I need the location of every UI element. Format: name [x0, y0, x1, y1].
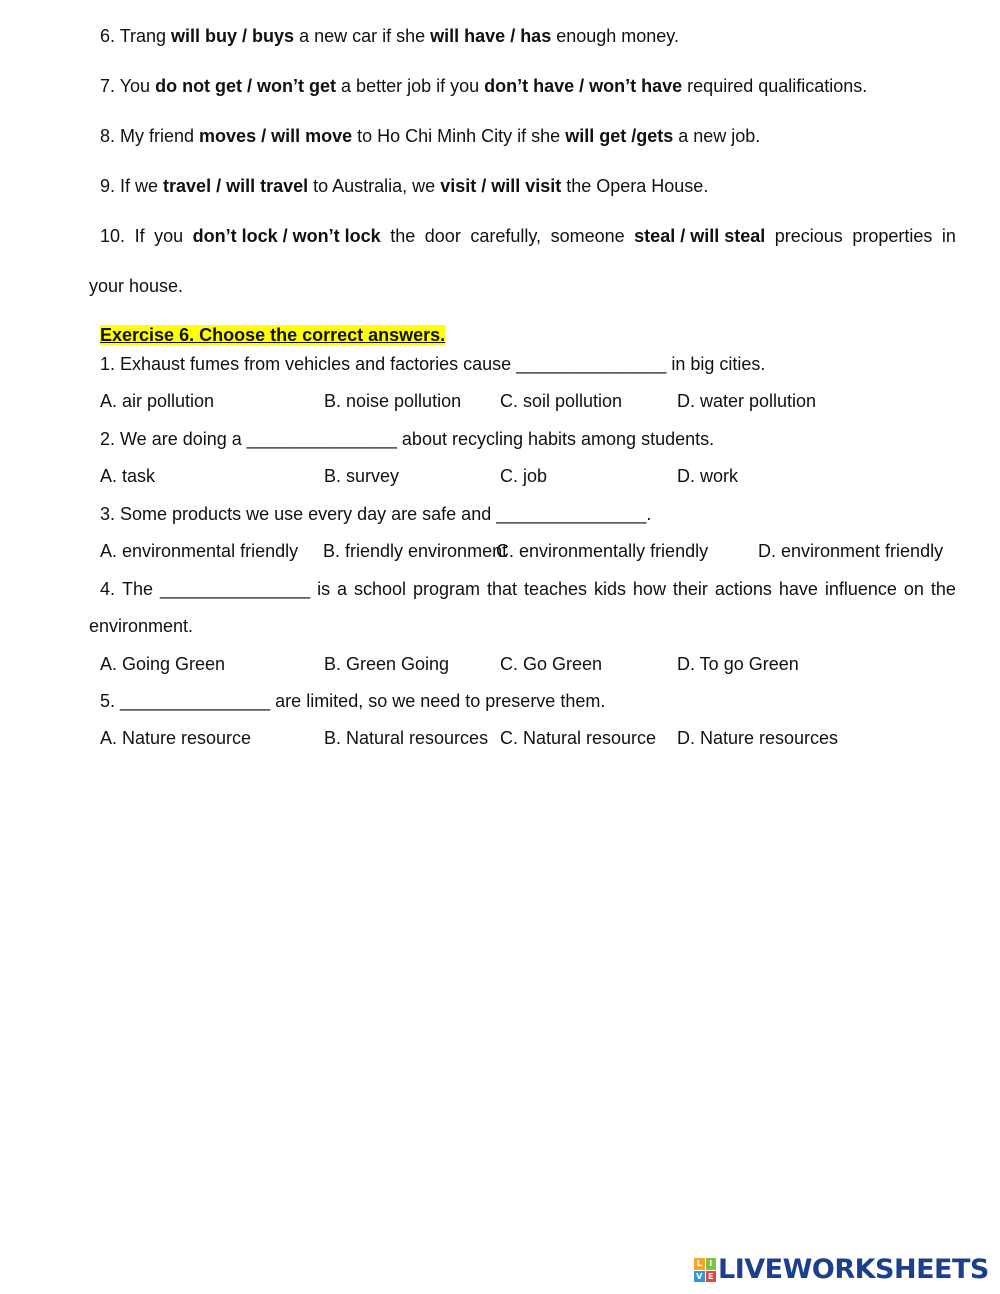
question-2-stem: 2. We are doing a _______________ about recycling habits among students. [100, 429, 715, 449]
option-d: D. environment friendly [758, 541, 944, 561]
word: The [121, 579, 153, 599]
answer-choice: don’t lock / won’t lock [192, 226, 381, 246]
option-d: D. water pollution [677, 391, 817, 411]
option-c: C. job [500, 466, 548, 486]
option-c: C. environmentally friendly [496, 541, 709, 561]
word: 4. [100, 579, 116, 599]
logo-mark-letter: L [694, 1258, 705, 1270]
option-a: A. environmental friendly [100, 541, 299, 561]
word: school [354, 579, 407, 599]
option-b: B. Green Going [324, 654, 450, 674]
question-10-line-1 [100, 224, 956, 248]
question-5-stem: 5. _______________ are limited, so we need to preserve them. [100, 691, 606, 711]
option-a: A. air pollution [100, 391, 215, 411]
word: influence [824, 579, 897, 599]
word: you [154, 226, 184, 246]
word: is [317, 579, 331, 599]
question-4-stem [100, 577, 956, 601]
question-1-stem: 1. Exhaust fumes from vehicles and factories cause _______________ in big cities. [100, 354, 766, 374]
logo-mark-letter: V [694, 1271, 705, 1283]
word: carefully, [470, 226, 542, 246]
answer-choice: steal / will steal [634, 226, 766, 246]
answer-choice: do not get / won’t get [155, 76, 337, 96]
liveworksheets-logo-icon [694, 1258, 716, 1282]
question-9: 9. If we travel / will travel to Australia, we visit / will visit the Opera House. [100, 176, 709, 196]
word: a [337, 579, 348, 599]
word: precious [774, 226, 843, 246]
answer-choice: visit / will visit [440, 176, 562, 196]
word: actions [714, 579, 772, 599]
logo-text: LIVEWORKSHEETS [718, 1254, 989, 1285]
word: how [632, 579, 666, 599]
option-a: A. Nature resource [100, 728, 252, 748]
logo-mark-letter: E [706, 1271, 717, 1283]
answer-choice: will have / has [430, 26, 552, 46]
liveworksheets-logo [694, 1256, 990, 1284]
word: teaches [523, 579, 587, 599]
answer-choice: will get /gets [565, 126, 674, 146]
word: program [412, 579, 481, 599]
word: If [134, 226, 145, 246]
word: kids [593, 579, 626, 599]
logo-mark-letter: I [706, 1258, 717, 1270]
word: the [390, 226, 416, 246]
answer-choice: don’t have / won’t have [484, 76, 683, 96]
option-a: A. task [100, 466, 156, 486]
option-c: C. Go Green [500, 654, 603, 674]
answer-choice: will buy / buys [171, 26, 295, 46]
word: 10. [100, 226, 126, 246]
word: _______________ [159, 579, 311, 599]
answer-choice: travel / will travel [163, 176, 309, 196]
question-6: 6. Trang will buy / buys a new car if she will have / has enough money. [100, 26, 679, 46]
option-d: D. work [677, 466, 739, 486]
question-3-stem: 3. Some products we use every day are safe and _______________. [100, 504, 652, 524]
word: properties [852, 226, 933, 246]
option-d: D. Nature resources [677, 728, 839, 748]
answer-choice: moves / will move [199, 126, 353, 146]
word: someone [550, 226, 625, 246]
option-b: B. noise pollution [324, 391, 462, 411]
option-c: C. soil pollution [500, 391, 623, 411]
word: have [778, 579, 818, 599]
word: that [486, 579, 517, 599]
word: on [903, 579, 924, 599]
word: in [941, 226, 956, 246]
word: their [672, 579, 708, 599]
exercise-6-heading: Exercise 6. Choose the correct answers. [100, 325, 446, 345]
option-d: D. To go Green [677, 654, 799, 674]
option-a: A. Going Green [100, 654, 226, 674]
question-7: 7. You do not get / won’t get a better job if you don’t have / won’t have required qualifications. [100, 76, 868, 96]
option-b: B. Natural resources [324, 728, 489, 748]
question-10-line-2: your house. [89, 276, 184, 296]
question-8: 8. My friend moves / will move to Ho Chi Minh City if she will get /gets a new job. [100, 126, 761, 146]
word: the [930, 579, 956, 599]
question-4-stem-cont: environment. [89, 616, 194, 636]
option-b: B. survey [324, 466, 400, 486]
option-b: B. friendly environment [323, 541, 508, 561]
word: door [424, 226, 461, 246]
option-c: C. Natural resource [500, 728, 657, 748]
